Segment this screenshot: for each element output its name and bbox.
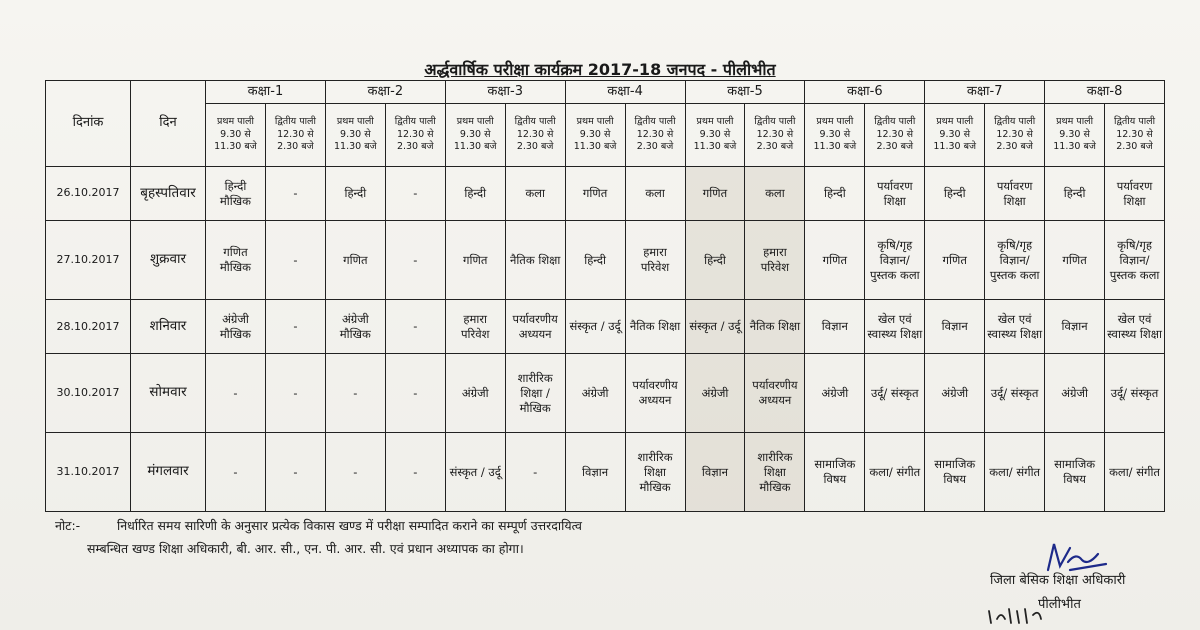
subject-cell-class-7-first-shift: हिन्दी [925,167,985,221]
subject-cell-class-3-second-shift: - [505,433,565,512]
subject-cell-class-5-second-shift: शारीरिक शिक्षा मौखिक [745,433,805,512]
subject-cell-class-7-second-shift: खेल एवं स्वास्थ्य शिक्षा [985,300,1045,354]
subject-cell-class-6-first-shift: सामाजिक विषय [805,433,865,512]
subject-cell-class-4-second-shift: कला [625,167,685,221]
subject-cell-class-7-first-shift: सामाजिक विषय [925,433,985,512]
subject-cell-class-2-first-shift: गणित [325,221,385,300]
subject-cell-class-4-first-shift: गणित [565,167,625,221]
subject-cell-class-8-second-shift: कृषि/गृह विज्ञान/ पुस्तक कला [1105,221,1165,300]
exam-day: सोमवार [131,354,206,433]
subject-cell-class-4-first-shift: हिन्दी [565,221,625,300]
subject-cell-class-8-second-shift: खेल एवं स्वास्थ्य शिक्षा [1105,300,1165,354]
exam-date: 30.10.2017 [46,354,131,433]
subject-cell-class-8-first-shift: अंग्रेजी [1045,354,1105,433]
subject-cell-class-5-second-shift: नैतिक शिक्षा [745,300,805,354]
subject-cell-class-5-second-shift: कला [745,167,805,221]
subject-cell-class-3-first-shift: गणित [445,221,505,300]
header-day: दिन [131,81,206,167]
subject-cell-class-8-first-shift: सामाजिक विषय [1045,433,1105,512]
note-line-1: निर्धारित समय सारिणी के अनुसार प्रत्येक विकास खण्ड में परीक्षा सम्पादित कराने का सम्पूर्ण उत्तरदायित्व [117,518,582,533]
officer-designation: जिला बेसिक शिक्षा अधिकारी [990,573,1126,588]
subject-cell-class-6-first-shift: गणित [805,221,865,300]
subject-cell-class-3-first-shift: अंग्रेजी [445,354,505,433]
subject-cell-class-7-second-shift: उर्दू/ संस्कृत [985,354,1045,433]
header-class-6: कक्षा-6 [805,81,925,104]
schedule-row [46,167,1165,221]
header-class-3: कक्षा-3 [445,81,565,104]
first-shift-header-3: प्रथम पाली 9.30 से 11.30 बजे [445,104,505,167]
second-shift-header-3: द्वितीय पाली 12.30 से 2.30 बजे [505,104,565,167]
first-shift-header-8: प्रथम पाली 9.30 से 11.30 बजे [1045,104,1105,167]
document-title: अर्द्धवार्षिक परीक्षा कार्यक्रम 2017-18 जनपद - पीलीभीत [424,60,776,79]
second-shift-header-5: द्वितीय पाली 12.30 से 2.30 बजे [745,104,805,167]
subject-cell-class-4-second-shift: पर्यावरणीय अध्ययन [625,354,685,433]
exam-schedule-table [45,80,1165,512]
note-line-2: सम्बन्धित खण्ड शिक्षा अधिकारी, बी. आर. सी., एन. पी. आर. सी. एवं प्रधान अध्यापक का होगा। [87,541,524,556]
subject-cell-class-2-first-shift: - [325,354,385,433]
second-shift-header-4: द्वितीय पाली 12.30 से 2.30 बजे [625,104,685,167]
shift-header-row [46,104,1165,167]
subject-cell-class-4-second-shift: हमारा परिवेश [625,221,685,300]
subject-cell-class-2-first-shift: अंग्रेजी मौखिक [325,300,385,354]
exam-day: मंगलवार [131,433,206,512]
subject-cell-class-6-second-shift: खेल एवं स्वास्थ्य शिक्षा [865,300,925,354]
subject-cell-class-1-second-shift: - [265,433,325,512]
subject-cell-class-5-first-shift: अंग्रेजी [685,354,745,433]
subject-cell-class-6-first-shift: विज्ञान [805,300,865,354]
first-shift-header-5: प्रथम पाली 9.30 से 11.30 बजे [685,104,745,167]
exam-day: बृहस्पतिवार [131,167,206,221]
subject-cell-class-2-second-shift: - [385,167,445,221]
subject-cell-class-7-first-shift: अंग्रेजी [925,354,985,433]
subject-cell-class-3-second-shift: नैतिक शिक्षा [505,221,565,300]
subject-cell-class-2-first-shift: हिन्दी [325,167,385,221]
subject-cell-class-3-first-shift: हिन्दी [445,167,505,221]
subject-cell-class-3-second-shift: पर्यावरणीय अध्ययन [505,300,565,354]
subject-cell-class-5-first-shift: संस्कृत / उर्दू [685,300,745,354]
subject-cell-class-5-second-shift: पर्यावरणीय अध्ययन [745,354,805,433]
subject-cell-class-6-second-shift: पर्यावरण शिक्षा [865,167,925,221]
exam-day: शुक्रवार [131,221,206,300]
header-class-1: कक्षा-1 [206,81,326,104]
first-shift-header-4: प्रथम पाली 9.30 से 11.30 बजे [565,104,625,167]
first-shift-header-2: प्रथम पाली 9.30 से 11.30 बजे [325,104,385,167]
note-label: नोट:- [55,518,81,533]
subject-cell-class-7-first-shift: विज्ञान [925,300,985,354]
subject-cell-class-4-first-shift: अंग्रेजी [565,354,625,433]
subject-cell-class-4-first-shift: संस्कृत / उर्दू [565,300,625,354]
schedule-row [46,221,1165,300]
first-shift-header-6: प्रथम पाली 9.30 से 11.30 बजे [805,104,865,167]
second-shift-header-8: द्वितीय पाली 12.30 से 2.30 बजे [1105,104,1165,167]
subject-cell-class-1-second-shift: - [265,354,325,433]
subject-cell-class-8-first-shift: हिन्दी [1045,167,1105,221]
first-shift-header-1: प्रथम पाली 9.30 से 11.30 बजे [206,104,266,167]
subject-cell-class-5-first-shift: गणित [685,167,745,221]
officer-place: पीलीभीत [1038,597,1081,612]
subject-cell-class-1-first-shift: हिन्दी मौखिक [206,167,266,221]
subject-cell-class-2-first-shift: - [325,433,385,512]
subject-cell-class-5-first-shift: विज्ञान [685,433,745,512]
second-shift-header-7: द्वितीय पाली 12.30 से 2.30 बजे [985,104,1045,167]
schedule-row [46,354,1165,433]
exam-date: 26.10.2017 [46,167,131,221]
header-date: दिनांक [46,81,131,167]
subject-cell-class-1-first-shift: अंग्रेजी मौखिक [206,300,266,354]
subject-cell-class-3-first-shift: संस्कृत / उर्दू [445,433,505,512]
subject-cell-class-6-second-shift: कला/ संगीत [865,433,925,512]
subject-cell-class-8-first-shift: विज्ञान [1045,300,1105,354]
header-class-7: कक्षा-7 [925,81,1045,104]
subject-cell-class-5-second-shift: हमारा परिवेश [745,221,805,300]
subject-cell-class-7-second-shift: कृषि/गृह विज्ञान/ पुस्तक कला [985,221,1045,300]
subject-cell-class-5-first-shift: हिन्दी [685,221,745,300]
subject-cell-class-7-first-shift: गणित [925,221,985,300]
subject-cell-class-4-second-shift: शारीरिक शिक्षा मौखिक [625,433,685,512]
handwritten-date-mark [985,605,1065,627]
subject-cell-class-7-second-shift: कला/ संगीत [985,433,1045,512]
subject-cell-class-1-second-shift: - [265,221,325,300]
exam-date: 31.10.2017 [46,433,131,512]
subject-cell-class-6-second-shift: कृषि/गृह विज्ञान/ पुस्तक कला [865,221,925,300]
subject-cell-class-4-first-shift: विज्ञान [565,433,625,512]
subject-cell-class-3-second-shift: शारीरिक शिक्षा /मौखिक [505,354,565,433]
subject-cell-class-7-second-shift: पर्यावरण शिक्षा [985,167,1045,221]
subject-cell-class-2-second-shift: - [385,354,445,433]
second-shift-header-2: द्वितीय पाली 12.30 से 2.30 बजे [385,104,445,167]
subject-cell-class-1-first-shift: गणित मौखिक [206,221,266,300]
subject-cell-class-2-second-shift: - [385,433,445,512]
subject-cell-class-1-first-shift: - [206,433,266,512]
exam-date: 28.10.2017 [46,300,131,354]
second-shift-header-6: द्वितीय पाली 12.30 से 2.30 बजे [865,104,925,167]
header-class-8: कक्षा-8 [1045,81,1165,104]
subject-cell-class-8-second-shift: उर्दू/ संस्कृत [1105,354,1165,433]
subject-cell-class-8-first-shift: गणित [1045,221,1105,300]
subject-cell-class-3-first-shift: हमारा परिवेश [445,300,505,354]
subject-cell-class-8-second-shift: कला/ संगीत [1105,433,1165,512]
subject-cell-class-2-second-shift: - [385,300,445,354]
schedule-row [46,433,1165,512]
first-shift-header-7: प्रथम पाली 9.30 से 11.30 बजे [925,104,985,167]
exam-date: 27.10.2017 [46,221,131,300]
subject-cell-class-1-second-shift: - [265,167,325,221]
subject-cell-class-4-second-shift: नैतिक शिक्षा [625,300,685,354]
header-class-2: कक्षा-2 [325,81,445,104]
header-class-5: कक्षा-5 [685,81,805,104]
subject-cell-class-8-second-shift: पर्यावरण शिक्षा [1105,167,1165,221]
subject-cell-class-1-second-shift: - [265,300,325,354]
subject-cell-class-6-first-shift: अंग्रेजी [805,354,865,433]
schedule-row [46,300,1165,354]
second-shift-header-1: द्वितीय पाली 12.30 से 2.30 बजे [265,104,325,167]
subject-cell-class-3-second-shift: कला [505,167,565,221]
header-class-4: कक्षा-4 [565,81,685,104]
subject-cell-class-6-first-shift: हिन्दी [805,167,865,221]
subject-cell-class-2-second-shift: - [385,221,445,300]
subject-cell-class-1-first-shift: - [206,354,266,433]
exam-day: शनिवार [131,300,206,354]
subject-cell-class-6-second-shift: उर्दू/ संस्कृत [865,354,925,433]
